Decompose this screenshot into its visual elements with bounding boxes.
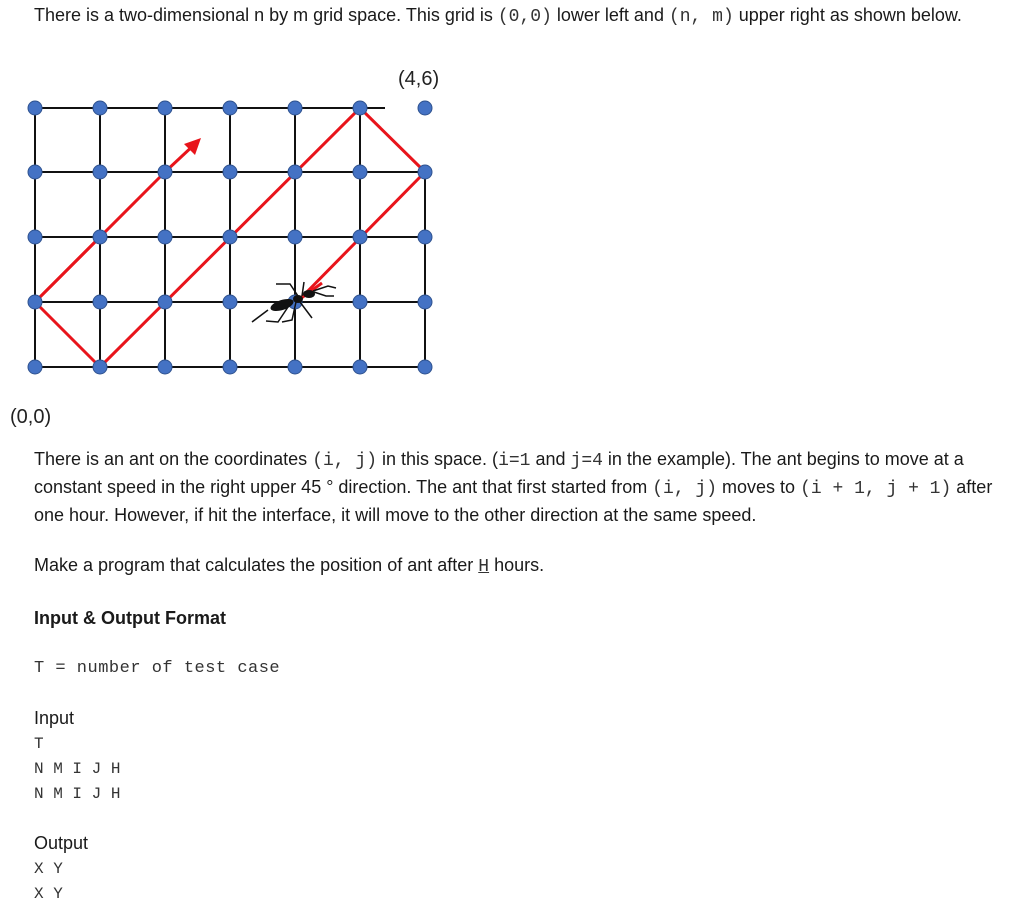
grid-point: [158, 230, 172, 244]
grid-point: [223, 295, 237, 309]
grid-point: [28, 360, 42, 374]
hours-variable: H: [478, 557, 490, 577]
grid-point: [353, 230, 367, 244]
io-format-heading: Input & Output Format: [34, 608, 226, 628]
desc-text: There is an ant on the coordinates: [34, 449, 313, 469]
desc-text: moves to: [717, 477, 801, 497]
test-case-definition: T = number of test case: [34, 659, 281, 678]
grid-point: [418, 360, 432, 374]
grid-point: [223, 101, 237, 115]
desc-code: (i, j): [652, 479, 718, 499]
output-format-lines: [34, 857, 63, 907]
intro-text: lower left and: [551, 5, 669, 25]
grid-point: [288, 360, 302, 374]
output-label: Output: [34, 833, 89, 853]
desc-code: j=4: [570, 451, 603, 471]
grid-point: [28, 165, 42, 179]
grid-point: [93, 165, 107, 179]
desc-text: in the example). The ant begins to move at a constant speed in the right upper 45 ° direction. The ant that first started from: [34, 449, 964, 497]
origin-coordinate-label: (0,0): [10, 406, 52, 428]
grid-point: [353, 165, 367, 179]
grid-point: [28, 230, 42, 244]
input-label: Input: [34, 708, 75, 728]
output-line: X Y: [34, 885, 63, 903]
desc-code: (i + 1, j + 1): [800, 479, 952, 499]
grid-point: [158, 101, 172, 115]
input-line: N M I J H: [34, 785, 121, 803]
grid-figure: [0, 0, 1024, 440]
desc-text: after one hour. However, if hit the interface, it will move to the other direction at the same speed.: [34, 477, 993, 525]
grid-point: [223, 230, 237, 244]
grid-point: [28, 101, 42, 115]
grid-point: [418, 295, 432, 309]
task-text: hours.: [489, 555, 545, 575]
input-line: N M I J H: [34, 760, 121, 778]
grid-point: [158, 295, 172, 309]
grid-point: [288, 230, 302, 244]
grid-point: [93, 295, 107, 309]
ant-path-segment: [360, 108, 425, 172]
ant-path-segment: [35, 302, 100, 367]
input-format-lines: [34, 732, 120, 807]
task-paragraph: [34, 552, 544, 580]
intro-text: upper right as shown below.: [733, 5, 962, 25]
input-line: T: [34, 735, 44, 753]
ant-path-segment: [35, 237, 100, 302]
origin-code: (0,0): [497, 7, 552, 27]
desc-text: in this space. (: [377, 449, 499, 469]
grid-point: [353, 360, 367, 374]
intro-text: There is a two-dimensional n by m grid space. This grid is: [34, 5, 498, 25]
grid-point: [418, 165, 432, 179]
upper-right-coordinate-label: (4,6): [398, 68, 440, 90]
upper-right-code: (n, m): [668, 7, 734, 27]
grid-point: [353, 101, 367, 115]
grid-point: [93, 360, 107, 374]
grid-point: [223, 360, 237, 374]
desc-text: and: [530, 449, 571, 469]
grid-point: [418, 101, 432, 115]
desc-code: (i, j): [312, 451, 377, 471]
grid-point: [28, 295, 42, 309]
grid-point: [158, 165, 172, 179]
ant-description-paragraph: [34, 446, 1019, 528]
grid-point: [418, 230, 432, 244]
grid-point: [288, 165, 302, 179]
task-text: Make a program that calculates the position of ant after: [34, 555, 479, 575]
desc-code: i=1: [498, 451, 531, 471]
grid-point: [93, 101, 107, 115]
output-line: X Y: [34, 860, 63, 878]
grid-point: [288, 101, 302, 115]
grid-point: [93, 230, 107, 244]
grid-point: [223, 165, 237, 179]
grid-point: [158, 360, 172, 374]
grid-point: [353, 295, 367, 309]
